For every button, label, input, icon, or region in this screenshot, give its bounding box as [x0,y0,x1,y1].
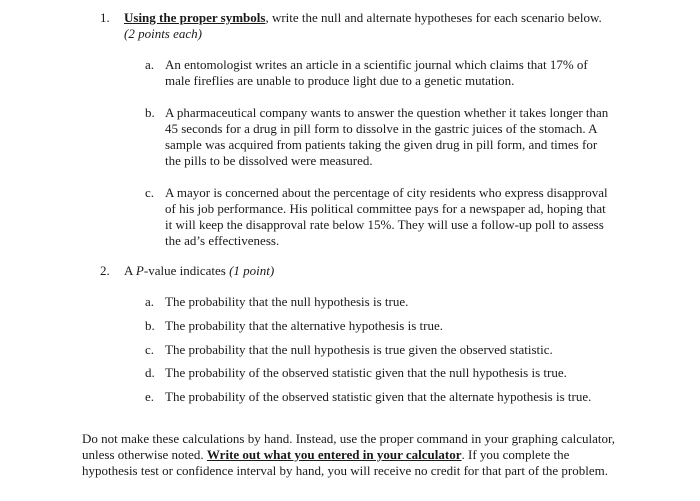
note-part-2: . If you complete the hypothesis test or confidence interval by hand, you will receive no credit for that part of the problem. [82,447,608,478]
option-e-text: The probability of the observed statistic given that the alternate hypothesis is true. [165,389,592,404]
part-b-letter: b. [145,105,155,120]
option-d-letter: d. [145,365,155,380]
question-1-heading: Using the proper symbols [124,10,266,25]
option-b-text: The probability that the alternative hypothesis is true. [165,318,443,333]
question-1-number: 1. [100,10,110,25]
option-c-text: The probability that the null hypothesis is true given the observed statistic. [165,342,553,357]
note-emphasis: Write out what you entered in your calculator [206,447,462,462]
question-2-points: (1 point) [229,263,275,278]
option-c-letter: c. [145,342,155,357]
question-2-lead: A [124,263,136,278]
question-1-instructions: , write the null and alternate hypotheses for each scenario below. [265,10,602,25]
option-a-text: The probability that the null hypothesis is true. [165,294,409,309]
question-1-prompt [124,10,614,42]
question-2-after-p: -value indicates [143,263,230,278]
p-symbol: P [135,263,144,278]
note-part-1: Do not make these calculations by hand. Instead, use the proper command in your graphing calculator, unless otherwise noted. [82,431,616,462]
question-2-prompt [124,263,614,279]
question-1-points: (2 points each) [124,26,202,41]
part-c-text: A mayor is concerned about the percentage of city residents who express disapproval of his job performance. His political committee pays for a newspaper ad, hoping that it will keep the disapproval rate below 15%. They will use a follow-up poll to assess the ad’s effectiveness. [165,185,608,248]
part-a-letter: a. [145,57,155,72]
calculator-note [82,431,622,479]
option-d-text: The probability of the observed statistic given that the null hypothesis is true. [165,365,567,380]
question-2-number: 2. [100,263,110,278]
option-b-letter: b. [145,318,155,333]
part-b-text: A pharmaceutical company wants to answer the question whether it takes longer than 45 seconds for a drug in pill form to dissolve in the gastric juices of the stomach. A sample was acquired from patients taking the given drug in pill form, and times for the pills to be dissolved were measured. [165,105,609,168]
part-c-letter: c. [145,185,155,200]
option-e-letter: e. [145,389,155,404]
part-a-text: An entomologist writes an article in a scientific journal which claims that 17% of male fireflies are unable to produce light due to a genetic mutation. [165,57,588,88]
option-a-letter: a. [145,294,155,309]
